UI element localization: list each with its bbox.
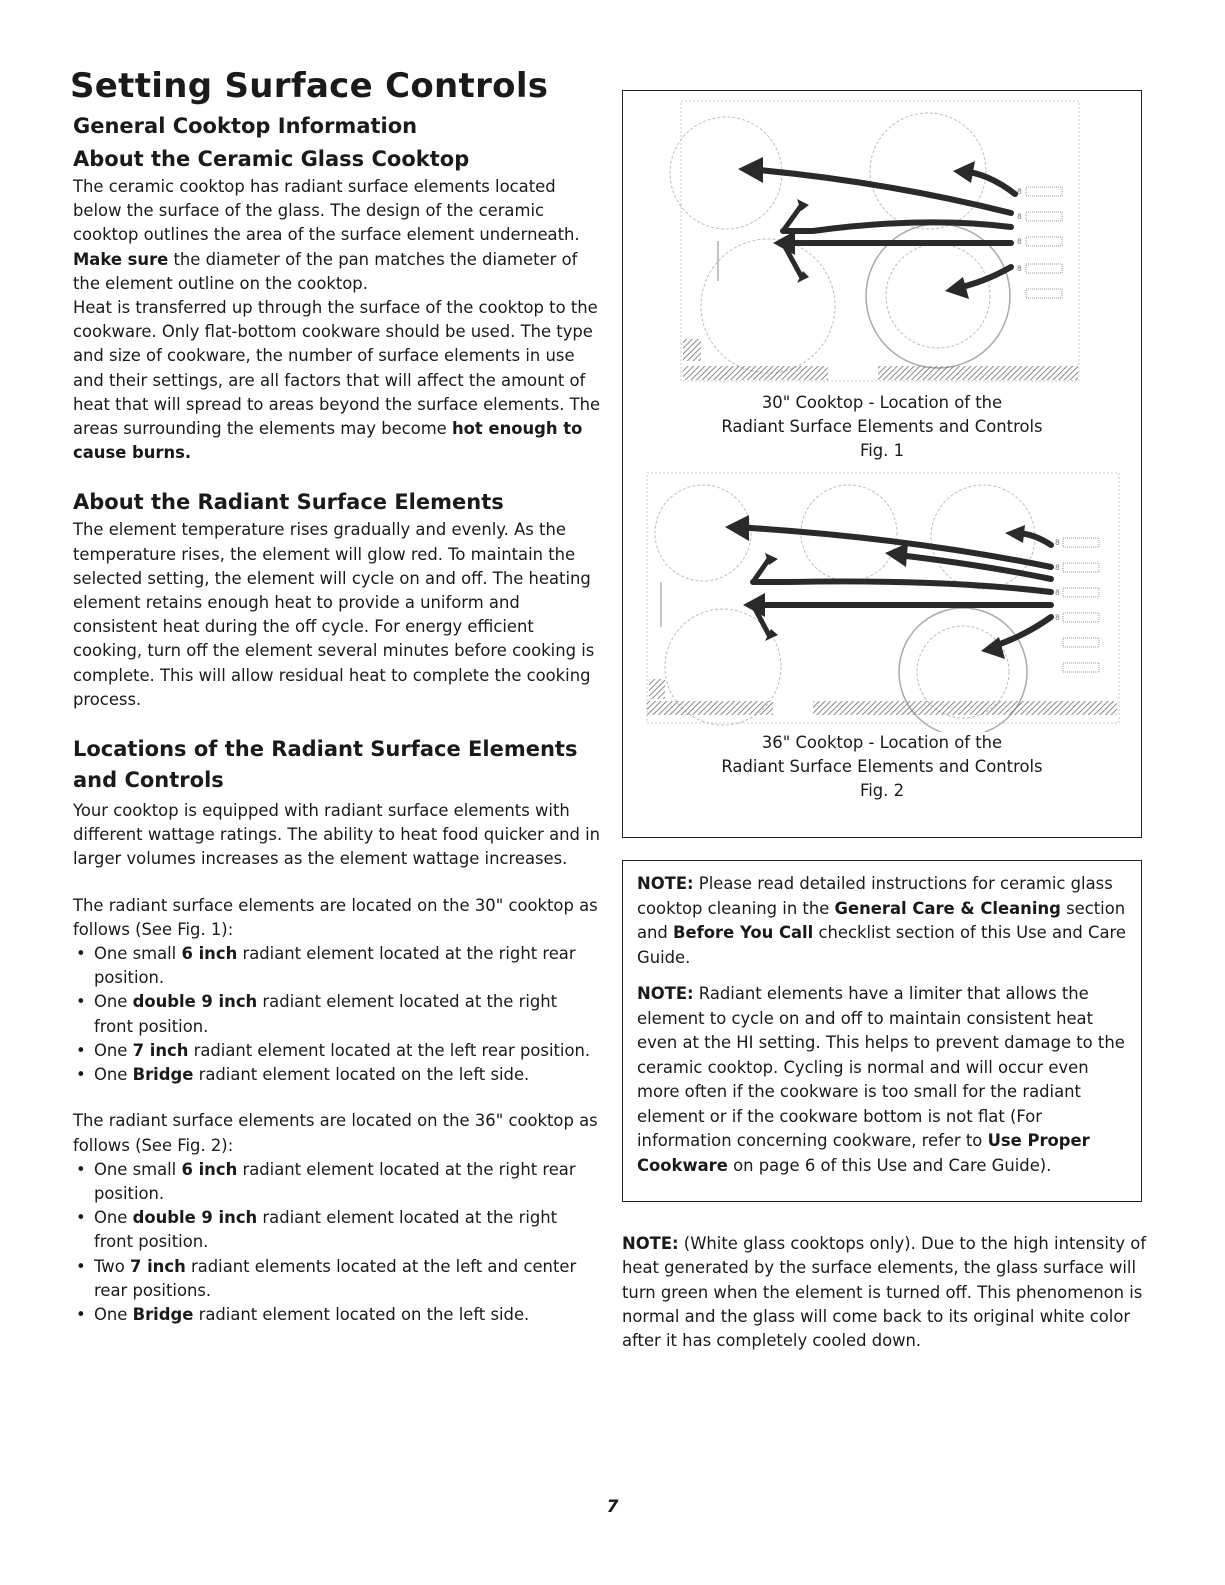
section-heading-general-cooktop: General Cooktop Information <box>73 114 418 138</box>
note-box <box>622 860 1142 1202</box>
svg-text:8: 8 <box>1017 188 1022 197</box>
list-36-intro: The radiant surface elements are located on the 36" cooktop as follows (See Fig. 2): <box>73 1111 598 1155</box>
left-column <box>73 114 601 1327</box>
figure-2-caption: 36" Cooktop - Location of the Radiant Surface Elements and Controls Fig. 2 <box>721 733 1043 800</box>
svg-text:8: 8 <box>1055 539 1060 548</box>
cooktop-30-diagram <box>623 91 1141 391</box>
svg-text:8: 8 <box>1017 213 1022 222</box>
figure-box <box>622 90 1142 838</box>
subheading-ceramic-glass: About the Ceramic Glass Cooktop <box>73 147 470 171</box>
list-30-inch <box>73 942 601 1087</box>
svg-text:8: 8 <box>1055 614 1060 623</box>
svg-text:8: 8 <box>1017 238 1022 247</box>
ceramic-para-1: The ceramic cooktop has radiant surface elements located below the surface of the glass. The design of the ceramic cooktop outlines the area of the surface element underneath. Make sure the diameter of the pan matches the diameter of the element outline on the cooktop. <box>73 177 580 293</box>
list-36-inch <box>73 1158 601 1327</box>
svg-text:8: 8 <box>1017 265 1022 274</box>
radiant-elements-para: The element temperature rises gradually and evenly. As the temperature rises, the element will glow red. To maintain the selected setting, the element will cycle on and off. The heating element retains enough heat to provide a uniform and consistent heat during the off cycle. For energy efficient cooking, turn off the element several minutes before cooking is complete. This will allow residual heat to complete the cooking process. <box>73 520 595 709</box>
list-30-intro: The radiant surface elements are located on the 30" cooktop as follows (See Fig. 1): <box>73 895 598 939</box>
list-item: • One double 9 inch radiant element located at the right front position. <box>76 992 558 1036</box>
page-number: 7 <box>606 1497 619 1517</box>
list-item: • One small 6 inch radiant element located at the right rear position. <box>76 1159 576 1203</box>
control-strip <box>683 366 1078 380</box>
list-item: • One small 6 inch radiant element located at the right rear position. <box>76 944 576 988</box>
note-cleaning: NOTE: Please read detailed instructions for ceramic glass cooktop cleaning in the General Care & Cleaning section and Before You Call checklist section of this Use and Care Guide. <box>637 874 1126 967</box>
page-title: Setting Surface Controls <box>70 66 549 106</box>
list-item: • One Bridge radiant element located on the left side. <box>76 1304 530 1324</box>
list-item: • Two 7 inch radiant elements located at the left and center rear positions. <box>76 1256 577 1300</box>
ceramic-para-2: Heat is transferred up through the surface of the cooktop to the cookware. Only flat-bottom cookware should be used. The type and size of cookware, the number of surface elements in use and their settings, are all factors that will affect the amount of heat that will spread to areas beyond the surface elements. The areas surrounding the elements may become hot enough to cause burns. <box>73 298 601 463</box>
cooktop-36-diagram <box>623 467 1141 732</box>
subheading-locations: Locations of the Radiant Surface Elements and Controls <box>73 737 578 793</box>
note-limiter: NOTE: Radiant elements have a limiter that allows the element to cycle on and off to maintain consistent heat even at the HI setting. This helps to prevent damage to the ceramic cooktop. Cycling is normal and will occur even more often if the cookware is too small for the radiant element or if the cookware bottom is not flat (For information concerning cookware, refer to Use Proper Cookware on page 6 of this Use and Care Guide). <box>637 984 1125 1175</box>
list-item: • One Bridge radiant element located on the left side. <box>76 1065 530 1085</box>
locations-intro-para: Your cooktop is equipped with radiant surface elements with different wattage ratings. The ability to heat food quicker and in larger volumes increases as the element wattage increases. <box>73 801 601 869</box>
subheading-radiant-elements: About the Radiant Surface Elements <box>73 490 504 515</box>
note-white-glass: NOTE: (White glass cooktops only). Due to the high intensity of heat generated by the surface elements, the glass surface will turn green when the element is turned off. This phenomenon is normal and the glass will come back to its original white color after it has completely cooled down. <box>622 1234 1147 1351</box>
figure-1-caption: 30" Cooktop - Location of the Radiant Surface Elements and Controls Fig. 1 <box>721 393 1043 460</box>
control-strip <box>647 701 1117 715</box>
list-item: • One 7 inch radiant element located at the left rear position. <box>76 1040 591 1060</box>
svg-text:8: 8 <box>1055 589 1060 598</box>
svg-text:8: 8 <box>1055 564 1060 573</box>
list-item: • One double 9 inch radiant element located at the right front position. <box>76 1208 558 1252</box>
